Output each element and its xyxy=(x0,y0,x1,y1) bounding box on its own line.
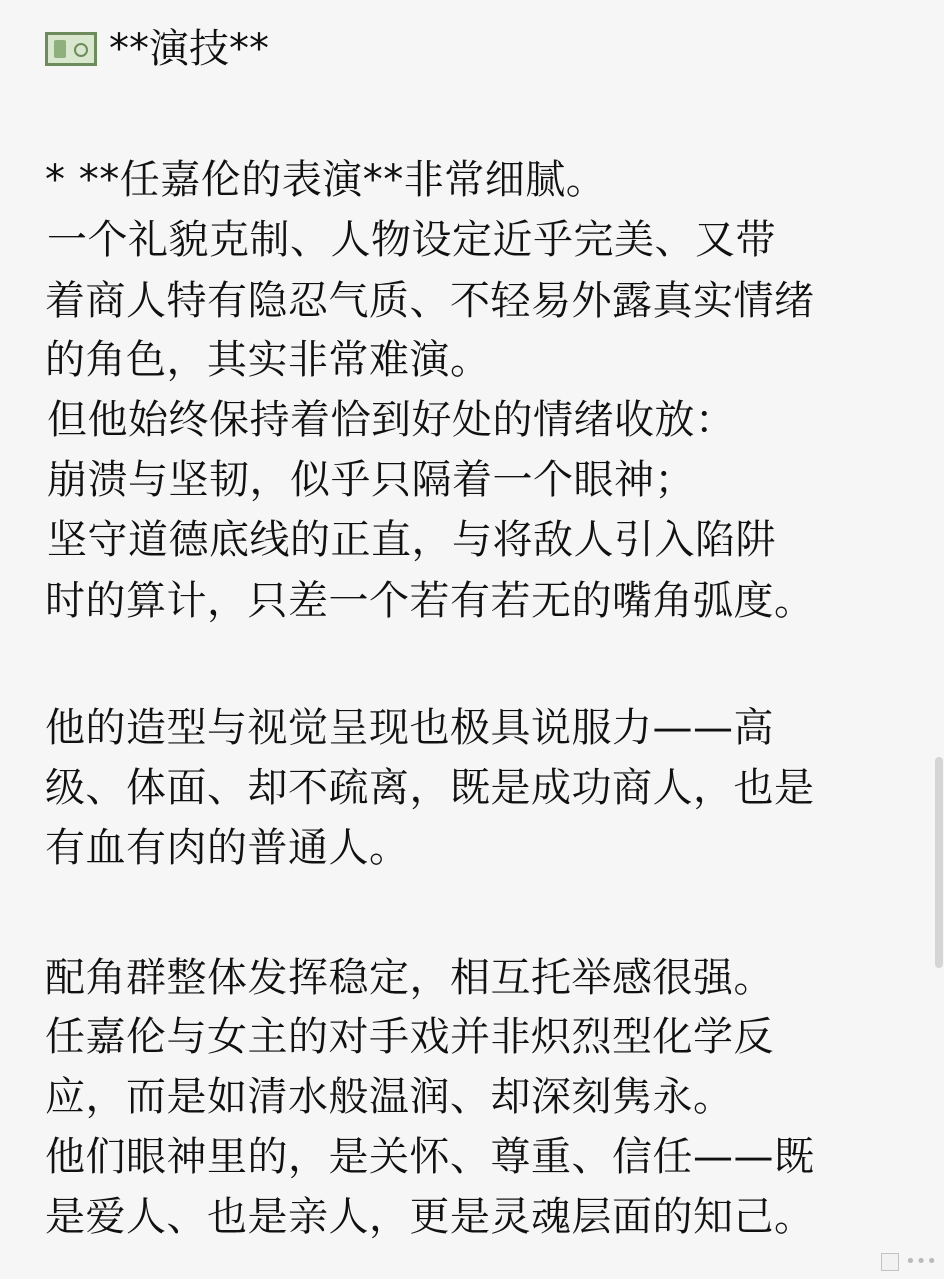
text-line-9: 他的造型与视觉呈现也极具说服力——高 xyxy=(45,705,774,751)
page-title: **演技** xyxy=(109,26,269,72)
text-line-4: 的角色，其实非常难演。 xyxy=(45,337,491,383)
text-line-12: 配角群整体发挥稳定，相互托举感很强。 xyxy=(45,955,774,1001)
text-line-15: 他们眼神里的，是关怀、尊重、信任——既 xyxy=(45,1134,815,1180)
money-icon xyxy=(45,32,97,66)
text-line-11: 有血有肉的普通人。 xyxy=(45,825,410,871)
text-line-10: 级、体面、却不疏离，既是成功商人，也是 xyxy=(45,765,815,811)
watermark-mark: ••• xyxy=(905,1251,937,1272)
text-line-2: 一个礼貌克制、人物设定近乎完美、又带 xyxy=(47,217,776,263)
watermark xyxy=(881,1251,937,1272)
text-line-5: 但他始终保持着恰到好处的情绪收放： xyxy=(47,397,736,443)
scrollbar[interactable] xyxy=(935,757,943,968)
text-line-8: 时的算计，只差一个若有若无的嘴角弧度。 xyxy=(45,578,815,624)
text-line-6: 崩溃与坚韧，似乎只隔着一个眼神； xyxy=(47,457,695,503)
watermark-logo-icon xyxy=(881,1253,899,1271)
text-line-13: 任嘉伦与女主的对手戏并非炽烈型化学反 xyxy=(45,1014,774,1060)
text-line-7: 坚守道德底线的正直，与将敌人引入陷阱 xyxy=(47,517,776,563)
text-line-3: 着商人特有隐忍气质、不轻易外露真实情绪 xyxy=(45,278,815,324)
text-line-14: 应，而是如清水般温润、却深刻隽永。 xyxy=(45,1074,734,1120)
text-line-1: * **任嘉伦的表演**非常细腻。 xyxy=(45,157,607,203)
text-line-16: 是爱人、也是亲人，更是灵魂层面的知己。 xyxy=(45,1194,815,1240)
title-row xyxy=(45,27,269,71)
